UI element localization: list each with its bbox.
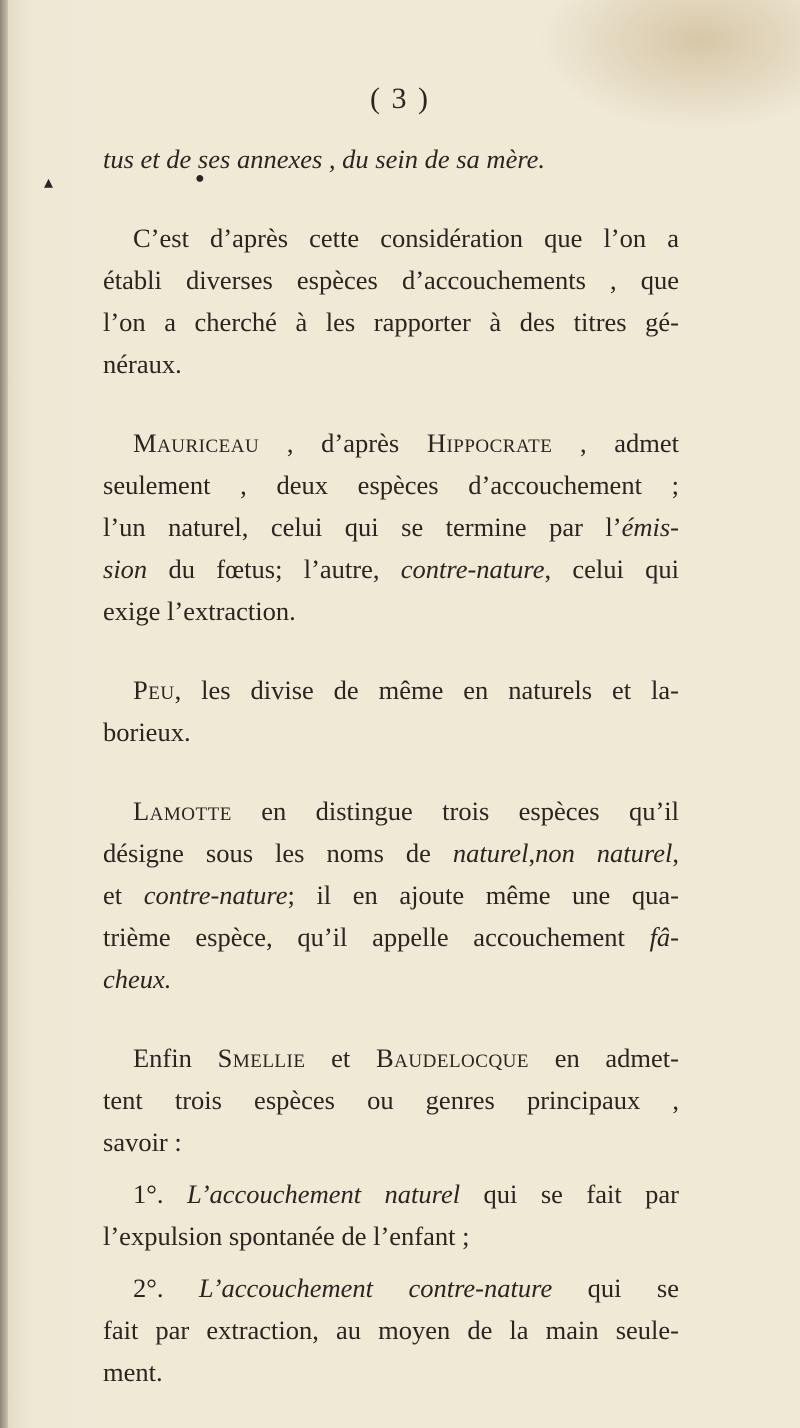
text-line: Lamotte en distingue trois espèces qu’il xyxy=(133,796,679,826)
text-line: Peu, les divise de même en naturels et la- xyxy=(133,675,679,705)
text-line: cheux. xyxy=(103,964,172,994)
text-line: 2°. L’accouchement contre-nature qui se xyxy=(133,1273,679,1303)
page-body xyxy=(103,138,679,1393)
text-line: établi diverses espèces d’accouchements , que xyxy=(103,265,679,295)
text-line: fait par extraction, au moyen de la main seule- xyxy=(103,1315,679,1345)
text-line: trième espèce, qu’il appelle accouchement fâ- xyxy=(103,922,679,952)
text-line: sion du fœtus; l’autre, contre-nature, celui qui xyxy=(103,554,679,584)
text-line: néraux. xyxy=(103,349,182,379)
text-line: tent trois espèces ou genres principaux , xyxy=(103,1085,679,1115)
text-line: l’un naturel, celui qui se termine par l’émis- xyxy=(103,512,679,542)
text-line: l’expulsion spontanée de l’enfant ; xyxy=(103,1221,470,1251)
text-line: savoir : xyxy=(103,1127,182,1157)
text-line: ment. xyxy=(103,1357,163,1387)
text-line: seulement , deux espèces d’accouchement ; xyxy=(103,470,679,500)
text-line: l’on a cherché à les rapporter à des titres gé- xyxy=(103,307,679,337)
text-line: désigne sous les noms de naturel,non naturel, xyxy=(103,838,679,868)
text-line: et contre-nature; il en ajoute même une qua- xyxy=(103,880,680,910)
text-line: exige l’extraction. xyxy=(103,596,296,626)
ink-speck: ▴ xyxy=(44,172,54,192)
page-binding-edge xyxy=(0,0,8,1428)
text-line: C’est d’après cette considération que l’on a xyxy=(133,223,679,253)
text-line: Mauriceau , d’après Hippocrate , admet xyxy=(133,428,679,458)
text-line: tus et de ses annexes , du sein de sa mère. xyxy=(103,144,546,174)
page-number: ( 3 ) xyxy=(370,82,430,115)
text-line: borieux. xyxy=(103,717,191,747)
text-line: Enfin Smellie et Baudelocque en admet- xyxy=(133,1043,679,1073)
text-line: 1°. L’accouchement naturel qui se fait par xyxy=(133,1179,679,1209)
ink-speck: ● xyxy=(195,170,205,187)
